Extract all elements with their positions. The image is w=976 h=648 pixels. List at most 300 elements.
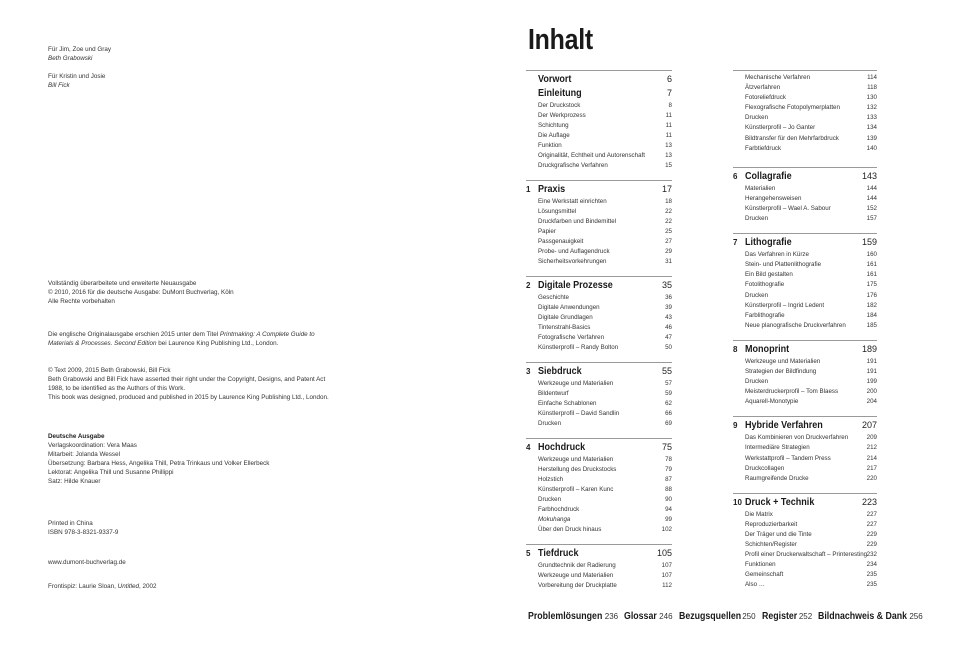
toc-entry-page: 66 [665,410,672,417]
toc-entry-page: 185 [866,321,877,329]
toc-entry-page: 160 [866,251,877,259]
toc-entry-page: 88 [665,486,672,493]
toc-entry-label: Intermediäre Strategien [745,444,810,452]
toc-entry-page: 22 [665,218,672,225]
chapter-heading[interactable] [733,496,877,509]
toc-entry[interactable] [733,301,877,311]
toc-column-left [526,70,672,600]
toc-entry-page: 235 [866,581,877,589]
toc-entry-label: Bildentwurf [538,390,569,397]
credit-line: Verlagskoordination: Vera Maas [48,442,137,449]
toc-entry-label: Materialien [745,184,776,192]
toc-entry[interactable] [733,550,877,560]
original-line [48,330,315,339]
toc-entry-page: 90 [665,496,672,503]
chapter-number: 9 [733,421,738,431]
toc-entry-page: 175 [866,281,877,289]
toc-entry-label: Künstlerprofil – Jo Ganter [745,124,816,132]
toc-entry-label: Der Werkprozess [538,112,586,119]
toc-entry[interactable] [526,313,672,323]
credit-line: Übersetzung: Barbara Hess, Angelika Thill, Petra Trinkaus und Volker Ellerbeck [48,460,270,467]
toc-entry-label: Aquarell-Monotypie [745,398,799,406]
footer-entry-page: 252 [798,612,813,621]
toc-entry[interactable] [526,141,672,151]
toc-entry-label: Das Kombinieren von Druckverfahren [745,434,849,442]
toc-entry[interactable] [733,443,877,453]
toc-entry[interactable] [526,525,672,535]
printed-in: Printed in China [48,520,93,527]
toc-entry-label: Drucken [745,291,769,299]
toc-entry[interactable] [526,515,672,525]
toc-entry-page: 144 [866,194,877,202]
edition-line: © 2010, 2016 für die deutsche Ausgabe: DuMont Buchverlag, Köln [48,289,234,296]
chapter-number: 3 [526,367,531,376]
toc-entry[interactable] [733,321,877,331]
toc-chapter [526,544,672,591]
chapter-title: Collagrafie [745,169,792,182]
copyright-line: Beth Grabowski and Bill Fick have asserted their right under the Copyright, Designs, and Patent Act [48,376,326,383]
toc-entry-page: 112 [662,582,672,589]
chapter-heading[interactable] [733,343,877,356]
toc-chapter [733,233,877,331]
printing-info [48,519,118,537]
chapter-number: 1 [526,185,531,194]
toc-entry[interactable] [733,260,877,270]
toc-entry-label: Druckcollagen [745,464,785,472]
toc-entry[interactable] [526,197,672,207]
toc-entry[interactable] [526,217,672,227]
toc-entry-label: Sicherheitsvorkehrungen [538,258,607,265]
frontispiece-work: Untitled [117,583,140,590]
chapter-heading[interactable] [526,279,672,292]
toc-entry-page: 132 [866,104,877,112]
frontispiece-text: Frontispiz: Laurie Sloan, [48,583,118,590]
chapter-page: 75 [661,442,672,452]
toc-entry-page: 15 [665,162,672,169]
toc-chapter [526,362,672,429]
toc-entry[interactable] [526,455,672,465]
edition-line: Vollständig überarbeitete und erweiterte Neuausgabe [48,280,197,287]
footer-entry-label: Problemlösungen [528,611,603,622]
chapter-number: 8 [733,344,738,354]
dedication-line: Für Jim, Zoe und Gray [48,46,111,53]
toc-entry-page: 118 [867,84,877,92]
toc-entry-label: Meisterdruckerprofil – Tom Blaess [745,388,839,396]
toc-entry-page: 217 [866,464,877,472]
dedication-spacer [48,63,111,72]
toc-entry-page: 36 [665,294,672,301]
toc-entry-label: Künstlerprofil – Ingrid Ledent [745,301,825,309]
toc-entry-label: Reproduzierbarkeit [745,520,798,528]
publisher-website [48,558,126,567]
toc-entry-page: 232 [866,551,877,559]
chapter-page: 105 [656,548,672,558]
toc-entry[interactable] [733,367,877,377]
footer-entry-label: Bezugsquellen [678,611,741,622]
chapter-title: Monoprint [745,342,790,355]
german-edition-heading: Deutsche Ausgabe [48,433,105,440]
toc-entry[interactable] [733,510,877,520]
toc-entry-label: Vorbereitung der Druckplatte [538,582,617,589]
toc-entry[interactable] [526,561,672,571]
toc-entry[interactable] [733,540,877,550]
toc-entry[interactable] [733,214,877,224]
toc-entry-label: Der Träger und die Tinte [745,531,812,538]
toc-entry[interactable] [733,250,877,260]
toc-entry[interactable] [526,101,672,111]
toc-entry[interactable] [526,121,672,131]
toc-entry-label: Über den Druck hinaus [538,526,602,533]
toc-entry-page: 102 [661,526,672,533]
toc-entry[interactable] [526,247,672,257]
toc-entry-label: Die Auflage [538,132,570,139]
toc-entry-page: 157 [866,215,877,223]
toc-entry-label: Die Matrix [745,510,773,518]
toc-entry[interactable] [526,257,672,267]
footer-entry-page: 256 [909,612,923,621]
toc-entry-label: Geschichte [538,294,569,301]
dedication-author: Beth Grabowski [48,55,93,62]
toc-entry-label: Druckfarben und Bindemittel [538,218,617,225]
chapter-number: 10 [733,497,742,507]
toc-entry[interactable] [526,161,672,171]
toc-entry[interactable] [526,475,672,485]
chapter-title: Digitale Prozesse [538,279,613,291]
toc-entry-page: 69 [665,420,672,427]
website-text: www.dumont-buchverlag.de [48,559,126,566]
toc-entry-label: Gemeinschaft [745,571,784,579]
toc-entry-label: Druckgrafische Verfahren [538,162,608,169]
toc-entry-label: Drucken [538,496,562,503]
toc-entry-label: Flexografische Fotopolymerplatten [745,104,840,112]
chapter-number: 5 [526,549,531,558]
toc-entry-page: 57 [665,380,672,387]
toc-entry-label: Funktionen [745,561,776,569]
toc-entry[interactable] [526,207,672,217]
toc-entry[interactable] [526,293,672,303]
chapter-number: 4 [526,443,531,452]
chapter-page: 189 [861,343,877,354]
toc-entry-label: Drucken [745,378,769,386]
toc-entry-label: Fotolithografie [745,281,785,289]
toc-entry[interactable] [526,485,672,495]
toc-entry-label: Ein Bild gestalten [745,271,793,279]
isbn: ISBN 978-3-8321-9337-9 [48,529,119,536]
toc-entry[interactable] [733,73,877,83]
toc-entry-label: Fotografische Verfahren [538,334,605,341]
chapter-title: Hybride Verfahren [745,419,823,432]
toc-entry-label: Drucken [745,114,769,122]
toc-entry-page: 13 [665,152,672,159]
footer-entry-page: 250 [742,612,756,621]
chapter-page: 223 [861,496,877,507]
toc-entry[interactable] [526,581,672,591]
toc-entry-page: 59 [665,390,672,397]
toc-entry-label: Originalität, Echtheit und Autorenschaft [538,152,645,159]
toc-entry-page: 184 [866,311,877,319]
toc-entry-label: Digitale Grundlagen [538,314,593,321]
toc-entry-page: 200 [866,388,877,396]
chapter-heading[interactable] [733,170,877,183]
toc-entry-label: Farbtiefdruck [745,144,782,152]
frontispiece-credit [48,582,157,591]
dedication-line: Für Kristin und Josie [48,73,106,80]
toc-entry-label: Werkzeuge und Materialien [538,456,614,463]
copyright-line: © Text 2009, 2015 Beth Grabowski, Bill Fick [48,367,171,374]
toc-entry[interactable] [526,227,672,237]
footer-entry[interactable] [624,606,678,624]
toc-entry[interactable] [733,570,877,580]
toc-entry[interactable] [526,379,672,389]
toc-footer-links [528,606,923,622]
toc-entry-page: 39 [665,304,672,311]
toc-entry-label: Werkzeuge und Materialien [538,380,614,387]
toc-entry[interactable] [733,560,877,570]
toc-entry-page: 144 [866,184,877,192]
toc-entry-label: Funktion [538,142,562,149]
toc-entry-page: 134 [866,124,877,132]
toc-entry-label: Profil einer Druckerwaltschaft – Printeresting [745,551,868,559]
toc-entry[interactable] [526,399,672,409]
toc-chapter [526,180,672,267]
toc-entry-label: Das Verfahren in Kürze [745,251,809,259]
toc-entry[interactable] [733,270,877,280]
toc-entry[interactable] [733,474,877,484]
toc-entry-label: Herangehensweisen [745,194,802,202]
credit-line: Lektorat: Angelika Thill und Susanne Phillippi [48,469,174,476]
footer-entry[interactable] [528,606,624,624]
credit-line: Mitarbeit: Jolanda Wessel [48,451,120,458]
toc-entry-page: 94 [665,506,672,513]
footer-entry[interactable] [679,606,762,624]
toc-entry-label: Also … [745,581,765,589]
toc-entry-page: 47 [665,334,672,341]
toc-entry-label: Künstlerprofil – Wael A. Sabour [745,204,831,212]
toc-entry-page: 235 [866,571,877,579]
chapter-page: 159 [861,237,877,248]
toc-entry-page: 140 [866,144,877,152]
footer-entry[interactable] [762,606,819,624]
toc-entry[interactable] [733,113,877,123]
chapter-heading[interactable] [733,419,877,432]
chapter-number: 2 [526,281,531,290]
toc-entry[interactable] [526,111,672,121]
toc-entry[interactable] [733,433,877,443]
toc-entry-label: Künstlerprofil – David Sandlin [538,410,620,417]
chapter-page: 6 [666,74,672,84]
toc-entry-label: Künstlerprofil – Karen Kunc [538,486,614,493]
toc-chapter [526,276,672,353]
toc-entry-page: 227 [866,510,877,518]
frontispiece-year: , 2002 [139,583,157,590]
toc-entry[interactable] [526,151,672,161]
page-title: Inhalt [528,24,593,56]
original-text: bei Laurence King Publishing Ltd., London. [156,340,279,347]
toc-entry-page: 229 [866,531,877,538]
toc-entry[interactable] [733,123,877,133]
toc-entry-page: 152 [866,204,877,212]
toc-chapter [733,167,877,224]
toc-entry[interactable] [733,204,877,214]
toc-entry-label: Einfache Schablonen [538,400,597,407]
toc-entry-page: 209 [866,434,877,442]
frontispiece-line [48,582,157,591]
edition-line: Alle Rechte vorbehalten [48,298,115,305]
chapter-page: 7 [666,88,672,98]
toc-entry[interactable] [733,184,877,194]
toc-entry-label: Passgenauigkeit [538,238,584,245]
toc-chapter [526,438,672,535]
toc-entry-page: 78 [665,456,672,463]
toc-entry-label: Strategien der Bildfindung [745,367,817,375]
toc-entry-page: 50 [665,344,672,351]
toc-entry-label: Grundtechnik der Radierung [538,562,616,569]
toc-entry[interactable] [526,419,672,429]
toc-entry-label: Raumgreifende Drucke [745,474,809,482]
toc-entry-label: Schichtung [538,122,569,129]
chapter-heading[interactable] [526,73,672,86]
toc-entry-label: Herstellung des Druckstocks [538,466,617,473]
footer-entry-label: Register [761,611,797,622]
toc-entry[interactable] [733,134,877,144]
chapter-page: 143 [861,170,877,181]
toc-entry[interactable] [526,237,672,247]
toc-entry-page: 87 [665,476,672,483]
toc-entry-page: 99 [665,516,672,523]
toc-entry-label: Der Druckstock [538,102,581,109]
toc-entry[interactable] [526,389,672,399]
chapter-heading[interactable] [526,365,672,378]
toc-entry-page: 79 [665,466,672,473]
toc-entry[interactable] [733,377,877,387]
toc-entry-label: Fotoreliefdruck [745,94,786,102]
chapter-heading[interactable] [733,236,877,249]
chapter-page: 17 [661,184,672,194]
toc-entry-page: 43 [665,314,672,321]
chapter-heading[interactable] [526,87,672,100]
original-edition-note [48,330,315,348]
german-edition-credits [48,432,269,486]
toc-entry[interactable] [526,409,672,419]
toc-entry[interactable] [733,280,877,290]
toc-entry[interactable] [733,357,877,367]
toc-entry-label: Farblithografie [745,311,785,319]
toc-entry-page: 13 [665,142,672,149]
toc-entry[interactable] [733,194,877,204]
toc-entry[interactable] [733,103,877,113]
toc-entry-label: Drucken [538,420,562,427]
edition-info [48,279,234,306]
toc-entry[interactable] [733,144,877,154]
toc-entry-page: 139 [866,134,877,142]
toc-entry[interactable] [526,343,672,353]
toc-entry[interactable] [526,323,672,333]
toc-entry-page: 107 [661,562,672,569]
toc-entry-page: 212 [866,444,877,452]
toc-entry-label: Mechanische Verfahren [745,74,811,81]
toc-entry-label: Künstlerprofil – Randy Bolton [538,344,619,351]
toc-entry[interactable] [733,93,877,103]
toc-entry-page: 191 [866,357,877,365]
toc-entry[interactable] [733,397,877,407]
original-title: Materials & Processes. Second Edition [48,340,157,347]
toc-entry-page: 220 [866,474,877,482]
toc-chapter-continued [733,70,877,154]
chapter-title: Siebdruck [538,365,582,377]
chapter-number: 7 [733,238,738,248]
toc-entry-page: 29 [665,248,672,255]
toc-entry[interactable] [733,580,877,590]
toc-entry[interactable] [526,465,672,475]
chapter-heading[interactable] [526,547,672,560]
toc-entry[interactable] [733,520,877,530]
toc-entry-page: 107 [661,572,672,579]
toc-entry-page: 31 [665,258,672,265]
original-title: Printmaking: A Complete Guide to [219,331,315,338]
toc-chapter [733,493,877,591]
toc-entry[interactable] [733,454,877,464]
toc-entry-page: 130 [866,94,877,102]
toc-entry-label: Stein- und Plattenlithografie [745,261,822,269]
dedication-author: Bill Fick [48,82,70,89]
toc-entry[interactable] [733,311,877,321]
toc-entry-page: 133 [866,114,877,122]
chapter-title: Tiefdruck [538,547,579,559]
toc-entry-label: Lösungsmittel [538,208,577,215]
toc-entry[interactable] [526,333,672,343]
toc-entry-label: Probe- und Auflagendruck [538,248,610,255]
toc-entry-page: 11 [665,112,672,119]
toc-entry[interactable] [526,495,672,505]
toc-entry-page: 161 [866,271,877,279]
toc-entry[interactable] [733,530,877,540]
chapter-heading[interactable] [526,441,672,454]
chapter-page: 55 [661,366,672,376]
toc-entry[interactable] [733,83,877,93]
toc-entry[interactable] [733,387,877,397]
original-line [48,339,315,348]
toc-entry[interactable] [526,571,672,581]
footer-entry[interactable] [818,606,929,624]
toc-entry[interactable] [526,131,672,141]
toc-entry-page: 182 [866,301,877,309]
toc-entry-page: 191 [866,367,877,375]
toc-entry-label: Drucken [745,215,769,223]
chapter-page: 207 [861,420,877,431]
chapter-title: Druck + Technik [745,495,815,508]
toc-entry-label: Tintenstrahl-Basics [538,324,591,331]
toc-entry-page: 176 [866,291,877,299]
toc-entry[interactable] [526,303,672,313]
toc-entry-page: 8 [668,102,672,109]
toc-entry[interactable] [733,464,877,474]
toc-entry-page: 27 [665,238,672,245]
toc-entry[interactable] [733,291,877,301]
chapter-heading[interactable] [526,183,672,196]
toc-chapter [526,87,672,171]
toc-entry[interactable] [526,505,672,515]
copyright-line: This book was designed, produced and published in 2015 by Laurence King Publishing Ltd., London. [48,394,329,401]
toc-entry-page: 62 [665,400,672,407]
toc-entry-page: 229 [866,541,877,549]
toc-entry-page: 214 [866,454,877,462]
toc-entry-label: Neue planografische Druckverfahren [745,321,846,329]
original-text: Die englische Originalausgabe erschien 2015 unter dem Titel [48,331,220,338]
toc-entry-page: 46 [665,324,672,331]
credit-line: Satz: Hilde Knauer [48,478,101,485]
chapter-title: Vorwort [538,73,572,85]
toc-chapter [733,340,877,407]
